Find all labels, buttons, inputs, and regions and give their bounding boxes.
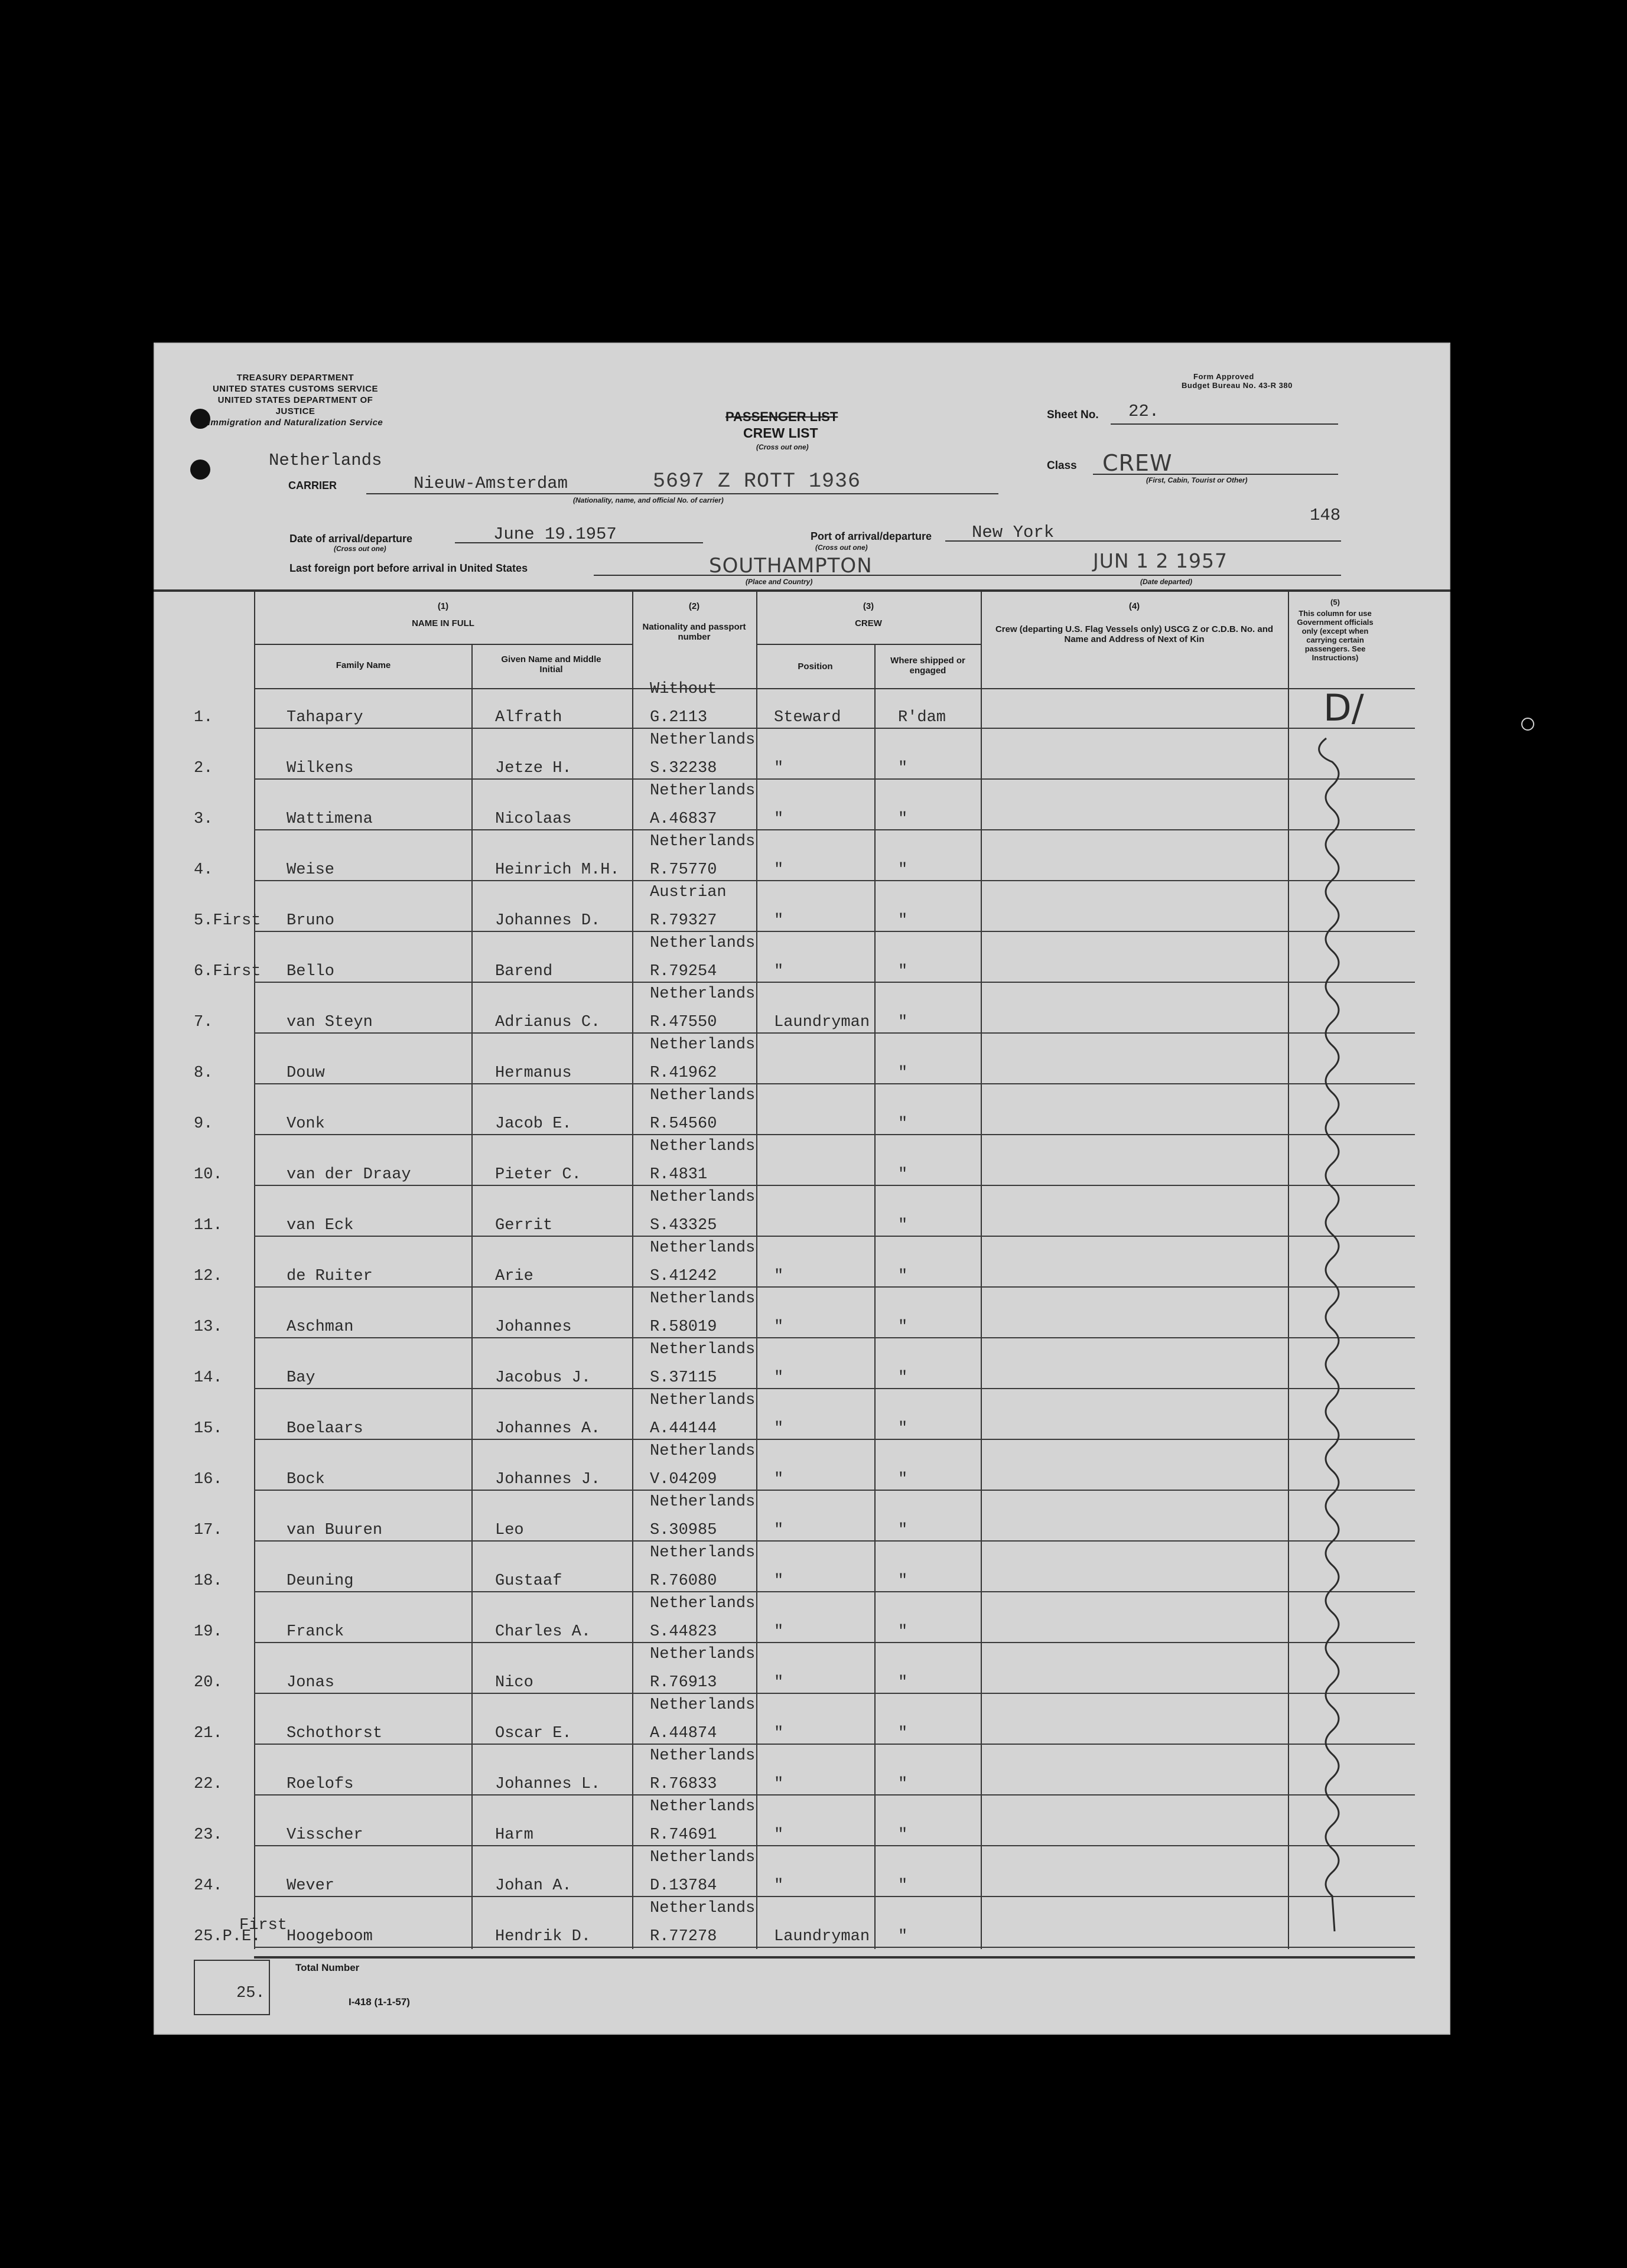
nationality: Netherlands [650, 1392, 756, 1409]
where-shipped: " [898, 1420, 908, 1438]
nationality: Netherlands [650, 1341, 756, 1358]
where-shipped: " [898, 912, 908, 930]
where-shipped: " [898, 1725, 908, 1742]
family-name: Boelaars [287, 1420, 363, 1438]
crew-position: " [774, 760, 784, 777]
where-shipped: " [898, 760, 908, 777]
family-name: Aschman [287, 1318, 354, 1336]
row-rule [254, 880, 1415, 881]
nationality: Netherlands [650, 1849, 756, 1866]
row-rule [254, 728, 1415, 729]
row-number: 9. [194, 1115, 213, 1133]
family-name: Weise [287, 861, 335, 879]
row-number: 18. [194, 1572, 223, 1590]
col1-header [254, 601, 632, 628]
where-shipped: " [898, 1928, 908, 1946]
col-line [1288, 591, 1289, 1949]
nationality: Netherlands [650, 1696, 756, 1714]
official-annotation-mark [1291, 691, 1379, 1937]
where-shipped: " [898, 1572, 908, 1590]
nationality: Netherlands [650, 985, 756, 1003]
date-departed-caption: (Date departed) [1140, 578, 1193, 586]
given-header: Given Name and Middle Initial [501, 654, 601, 674]
family-name: Hoogeboom [287, 1928, 373, 1946]
nationality: Netherlands [650, 782, 756, 800]
passport-number: V.04209 [650, 1471, 717, 1488]
family-name: van Eck [287, 1217, 354, 1234]
where-header: Where shipped or engaged [890, 656, 965, 676]
row-rule [254, 1083, 1415, 1084]
passport-number: R.75770 [650, 861, 717, 879]
nationality: Netherlands [650, 1138, 756, 1155]
agency-line: TREASURY DEPARTMENT [236, 373, 354, 383]
crew-position: " [774, 1471, 784, 1488]
nationality: Netherlands [650, 1290, 756, 1308]
family-name: de Ruiter [287, 1267, 373, 1285]
row-number: 24. [194, 1877, 223, 1895]
carrier-name: Nieuw-Amsterdam [414, 474, 568, 493]
row-number: 12. [194, 1267, 223, 1285]
passport-number: R.77278 [650, 1928, 717, 1946]
col5-number: (5) [1330, 598, 1340, 607]
row-rule [254, 1134, 1415, 1135]
date-departed-rule [1010, 575, 1341, 576]
port-value: New York [972, 523, 1055, 542]
row-rule [254, 1845, 1415, 1846]
passport-number: S.37115 [650, 1369, 717, 1387]
crew-position: " [774, 1369, 784, 1387]
nationality: Netherlands [650, 1899, 756, 1917]
family-name: Jonas [287, 1674, 335, 1692]
row-rule [254, 1591, 1415, 1592]
given-name: Nicolaas [495, 810, 572, 828]
col-line [254, 591, 255, 1949]
nationality: Netherlands [650, 1544, 756, 1562]
row-rule [254, 1236, 1415, 1237]
nationality: Without [650, 680, 717, 698]
given-name: Jacob E. [495, 1115, 572, 1133]
passport-number: R.76080 [650, 1572, 717, 1590]
where-shipped: " [898, 963, 908, 980]
table-top-rule [154, 589, 1450, 592]
where-shipped: " [898, 1318, 908, 1336]
given-name: Johannes L. [495, 1775, 601, 1793]
port-label: Port of arrival/departure [811, 530, 932, 542]
crew-list-sheet [154, 343, 1450, 2035]
row-number: 8. [194, 1064, 213, 1082]
row-rule [254, 1490, 1415, 1491]
crew-position: " [774, 1674, 784, 1692]
port-cross-caption: (Cross out one) [815, 543, 868, 552]
form-id: I-418 (1-1-57) [349, 1996, 410, 2008]
last-port-caption: (Place and Country) [746, 578, 813, 586]
row-rule [254, 1744, 1415, 1745]
header-subrule [756, 644, 981, 645]
passport-number: S.44823 [650, 1623, 717, 1641]
where-shipped: " [898, 1115, 908, 1133]
where-shipped: " [898, 1521, 908, 1539]
position-header: Position [798, 662, 833, 672]
row-number: 6.First [194, 963, 261, 980]
family-name: van der Draay [287, 1166, 411, 1184]
family-name: van Steyn [287, 1014, 373, 1031]
where-shipped: " [898, 1166, 908, 1184]
family-name: Bock [287, 1471, 325, 1488]
row-rule [254, 1388, 1415, 1389]
nationality: Netherlands [650, 1798, 756, 1816]
passport-number: R.41962 [650, 1064, 717, 1082]
given-name: Johannes D. [495, 912, 601, 930]
given-name: Johannes A. [495, 1420, 601, 1438]
crew-position: " [774, 1572, 784, 1590]
row-rule [254, 1337, 1415, 1338]
total-label: Total Number [295, 1962, 360, 1973]
where-shipped: " [898, 1674, 908, 1692]
row-number: 2. [194, 760, 213, 777]
passport-number: S.43325 [650, 1217, 717, 1234]
given-name: Heinrich M.H. [495, 861, 620, 879]
col-line [981, 591, 982, 1949]
row25-prefix: First [239, 1917, 288, 1934]
col4-title: Crew (departing U.S. Flag Vessels only) USCG Z or C.D.B. No. and Name and Address of Next of Kin [995, 624, 1274, 644]
passport-number: R.58019 [650, 1318, 717, 1336]
passport-number: A.46837 [650, 810, 717, 828]
form-approved-block [1182, 372, 1382, 390]
nationality: Netherlands [650, 1087, 756, 1104]
col3-number: (3) [863, 601, 874, 611]
passenger-list-struck: PASSENGER LIST [725, 409, 838, 424]
passport-number: R.79327 [650, 912, 717, 930]
date-departed: JUN 1 2 1957 [1093, 549, 1228, 572]
row-rule [254, 931, 1415, 932]
row-rule [254, 1032, 1415, 1034]
crew-position: " [774, 1877, 784, 1895]
header-bottom-rule [254, 688, 1415, 689]
row-rule [254, 1439, 1415, 1440]
where-shipped: " [898, 1369, 908, 1387]
carrier-caption: (Nationality, name, and official No. of carrier) [573, 496, 724, 504]
passport-number: A.44144 [650, 1420, 717, 1438]
port-rule [945, 540, 1341, 542]
col1-title: NAME IN FULL [412, 618, 474, 628]
col-line [632, 591, 633, 1949]
family-name: Wilkens [287, 760, 354, 777]
nationality: Netherlands [650, 1188, 756, 1206]
arrival-date: June 19.1957 [493, 524, 617, 544]
family-header: Family Name [336, 660, 391, 670]
header-subrule [254, 644, 632, 645]
given-name: Adrianus C. [495, 1014, 601, 1031]
row-number: 1. [194, 709, 213, 726]
row-rule [254, 778, 1415, 780]
given-name: Hendrik D. [495, 1928, 591, 1946]
row-number: 10. [194, 1166, 223, 1184]
row-rule [254, 1896, 1415, 1897]
col-line [471, 644, 473, 1949]
sheet-number: 22. [1128, 402, 1160, 421]
nationality: Netherlands [650, 1645, 756, 1663]
where-shipped: " [898, 1267, 908, 1285]
class-label: Class [1047, 460, 1077, 472]
row-number: 16. [194, 1471, 223, 1488]
nationality: Netherlands [650, 1493, 756, 1511]
family-name: Wattimena [287, 810, 373, 828]
nationality: Netherlands [650, 934, 756, 952]
row-number: 22. [194, 1775, 223, 1793]
crew-position: " [774, 1318, 784, 1336]
table-bottom-rule [254, 1956, 1415, 1959]
row-number: 11. [194, 1217, 223, 1234]
last-port-value: SOUTHAMPTON [709, 554, 873, 578]
where-shipped: " [898, 1217, 908, 1234]
family-name: Bello [287, 963, 335, 980]
given-name: Oscar E. [495, 1725, 572, 1742]
date-cross-caption: (Cross out one) [334, 545, 386, 553]
family-name: Franck [287, 1623, 344, 1641]
row-rule [254, 1642, 1415, 1643]
row-rule [254, 1185, 1415, 1186]
crew-position: " [774, 810, 784, 828]
sheet-rule [1111, 423, 1338, 425]
agency-line: UNITED STATES DEPARTMENT OF JUSTICE [217, 395, 373, 416]
passport-number: A.44874 [650, 1725, 717, 1742]
family-name: Vonk [287, 1115, 325, 1133]
passport-number: R.76913 [650, 1674, 717, 1692]
row-rule [254, 1286, 1415, 1288]
col2-title: Nationality and passport number [642, 622, 746, 642]
scan-mark [1521, 718, 1534, 731]
punch-hole [190, 460, 210, 480]
passport-number: S.32238 [650, 760, 717, 777]
row-rule [254, 1947, 1415, 1948]
agency-line: UNITED STATES CUSTOMS SERVICE [212, 384, 379, 394]
given-name: Johannes [495, 1318, 572, 1336]
col1-number: (1) [437, 601, 449, 611]
row-rule [254, 1540, 1415, 1542]
given-name: Nico [495, 1674, 533, 1692]
given-name: Jetze H. [495, 760, 572, 777]
row-rule [254, 1693, 1415, 1694]
crew-position: " [774, 1826, 784, 1844]
crew-position: " [774, 1623, 784, 1641]
row-number: 13. [194, 1318, 223, 1336]
agency-block [207, 372, 384, 428]
last-port-label: Last foreign port before arrival in United States [289, 562, 528, 574]
nationality-value: Netherlands [269, 451, 382, 470]
col5-title: This column for use Government officials only (except when carrying certain passengers. See Instructions) [1297, 609, 1374, 662]
agency-line: Immigration and Naturalization Service [207, 418, 383, 428]
where-shipped: " [898, 1623, 908, 1641]
row-number: 17. [194, 1521, 223, 1539]
given-name: Gustaaf [495, 1572, 562, 1590]
passport-number: R.54560 [650, 1115, 717, 1133]
family-name: Bay [287, 1369, 315, 1387]
crew-position: " [774, 912, 784, 930]
given-name: Leo [495, 1521, 524, 1539]
col4-header [993, 601, 1276, 644]
family-name: Visscher [287, 1826, 363, 1844]
nationality: Netherlands [650, 731, 756, 749]
crew-position: " [774, 861, 784, 879]
nationality: Netherlands [650, 1747, 756, 1765]
where-shipped: " [898, 1064, 908, 1082]
given-name: Jacobus J. [495, 1369, 591, 1387]
col2-header [638, 601, 750, 642]
crew-position: " [774, 963, 784, 980]
row-number: 19. [194, 1623, 223, 1641]
row-number: 21. [194, 1725, 223, 1742]
col-line [874, 644, 876, 1949]
where-shipped: " [898, 1826, 908, 1844]
family-name: Wever [287, 1877, 335, 1895]
given-name: Harm [495, 1826, 533, 1844]
passport-number: R.76833 [650, 1775, 717, 1793]
class-caption: (First, Cabin, Tourist or Other) [1146, 476, 1248, 484]
crew-position: Laundryman [774, 1014, 870, 1031]
row-number: 25.P.E. [194, 1928, 261, 1946]
nationality: Netherlands [650, 1239, 756, 1257]
given-name: Barend [495, 963, 553, 980]
family-name: Schothorst [287, 1725, 383, 1742]
row-number: 15. [194, 1420, 223, 1438]
passport-number: R.4831 [650, 1166, 708, 1184]
col4-number: (4) [1128, 601, 1140, 611]
given-name: Hermanus [495, 1064, 572, 1082]
row-number: 3. [194, 810, 213, 828]
passport-number: D.13784 [650, 1877, 717, 1895]
crew-list-title: CREW LIST [743, 425, 818, 441]
class-rule [1093, 474, 1338, 475]
where-shipped: " [898, 1877, 908, 1895]
given-name: Alfrath [495, 709, 562, 726]
given-name: Arie [495, 1267, 533, 1285]
crew-position: Steward [774, 709, 841, 726]
col3-title: CREW [855, 618, 882, 628]
carrier-label: CARRIER [288, 480, 337, 491]
passport-number: R.47550 [650, 1014, 717, 1031]
nationality: Austrian [650, 884, 727, 901]
nationality: Netherlands [650, 1442, 756, 1460]
row-number: 7. [194, 1014, 213, 1031]
crew-position: " [774, 1420, 784, 1438]
where-shipped: " [898, 1471, 908, 1488]
col5-header [1291, 598, 1379, 662]
squiggle-line [1319, 738, 1339, 1931]
row-rule [254, 1794, 1415, 1795]
cross-out-caption: (Cross out one) [756, 443, 809, 451]
budget-bureau: Budget Bureau No. 43-R 380 [1182, 381, 1293, 390]
sheet-label: Sheet No. [1047, 409, 1099, 421]
crew-position: " [774, 1775, 784, 1793]
row-rule [254, 829, 1415, 830]
family-name: Deuning [287, 1572, 354, 1590]
nationality: Netherlands [650, 833, 756, 850]
crew-position: " [774, 1267, 784, 1285]
given-name: Pieter C. [495, 1166, 581, 1184]
given-name: Gerrit [495, 1217, 553, 1234]
where-shipped: " [898, 861, 908, 879]
given-name: Charles A. [495, 1623, 591, 1641]
col-line [756, 591, 757, 1949]
date-rule [455, 542, 703, 543]
col3-header [756, 601, 981, 628]
where-shipped: R'dam [898, 709, 946, 726]
row-number: 14. [194, 1369, 223, 1387]
where-shipped: " [898, 1775, 908, 1793]
nationality: Netherlands [650, 1595, 756, 1612]
given-name: Johan A. [495, 1877, 572, 1895]
total-box [194, 1960, 270, 2015]
carrier-rule [366, 493, 998, 494]
passport-number: S.30985 [650, 1521, 717, 1539]
where-shipped: " [898, 1014, 908, 1031]
total-value: 25. [236, 1984, 265, 2002]
where-shipped: " [898, 810, 908, 828]
crew-position: " [774, 1521, 784, 1539]
date-label: Date of arrival/departure [289, 533, 413, 545]
page-number: 148 [1310, 506, 1341, 525]
row-number: 20. [194, 1674, 223, 1692]
row-number: 4. [194, 861, 213, 879]
given-name: Johannes J. [495, 1471, 601, 1488]
family-name: Tahapary [287, 709, 363, 726]
official-number: 5697 Z ROTT 1936 [653, 470, 861, 493]
passport-number: G.2113 [650, 709, 708, 726]
passport-number: R.74691 [650, 1826, 717, 1844]
class-value: CREW [1102, 450, 1173, 476]
passport-number: S.41242 [650, 1267, 717, 1285]
form-approved: Form Approved [1193, 372, 1254, 381]
crew-position: Laundryman [774, 1928, 870, 1946]
row-rule [254, 982, 1415, 983]
family-name: van Buuren [287, 1521, 383, 1539]
col2-number: (2) [688, 601, 700, 611]
annotation-text: D/ [1323, 691, 1364, 729]
family-name: Roelofs [287, 1775, 354, 1793]
row-number: 23. [194, 1826, 223, 1844]
row-number: 5.First [194, 912, 261, 930]
crew-position: " [774, 1725, 784, 1742]
family-name: Bruno [287, 912, 335, 930]
family-name: Douw [287, 1064, 325, 1082]
passport-number: R.79254 [650, 963, 717, 980]
nationality: Netherlands [650, 1036, 756, 1054]
